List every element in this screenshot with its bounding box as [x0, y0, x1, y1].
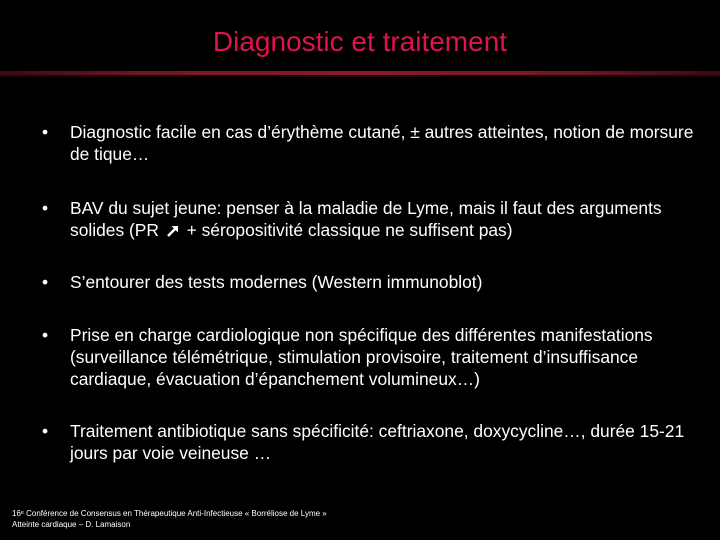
bullet-text: Diagnostic facile en cas d’érythème cutané, ± autres atteintes, notion de morsure de tique… [70, 122, 694, 164]
bullet-dot: • [42, 122, 49, 142]
bullet-list [42, 121, 702, 464]
bullet-dot: • [42, 198, 49, 218]
bullet-item-tests [42, 271, 702, 293]
bullet-text: Prise en charge cardiologique non spécifique des différentes manifestations (surveillance télémétrique, stimulation provisoire, traitement d’insuffisance cardiaque, évacuation d’épanchement volumineux…) [70, 325, 653, 389]
bullet-text-after-arrow: + séropositivité classique ne suffisent pas) [186, 220, 513, 240]
bullet-item-bav [42, 197, 702, 241]
bullet-item-prise-en-charge [42, 324, 702, 390]
bullet-text: S’entourer des tests modernes (Western immunoblot) [70, 272, 483, 292]
slide-footer [12, 508, 327, 530]
footer-conference-line: 16ᵉ Conférence de Consensus en Thérapeutique Anti-Infectieuse « Borréliose de Lyme » [12, 509, 327, 518]
bullet-dot: • [42, 325, 49, 345]
bullet-item-traitement [42, 420, 702, 464]
bullet-item-diagnostic [42, 121, 702, 165]
slide-title: Diagnostic et traitement [212, 26, 508, 57]
footer-author-line: Atteinte cardiaque – D. Lamaison [12, 520, 131, 529]
bullet-text-before-arrow: BAV du sujet jeune: penser à la maladie de Lyme, mais il faut des arguments solides (PR [70, 198, 662, 240]
bullet-dot: • [42, 272, 49, 292]
arrow-up-right-icon [166, 224, 180, 238]
title-divider-shadow [0, 75, 720, 77]
bullet-dot: • [42, 421, 49, 441]
bullet-text: Traitement antibiotique sans spécificité: ceftriaxone, doxycycline…, durée 15-21 jours par voie veineuse … [70, 421, 685, 463]
